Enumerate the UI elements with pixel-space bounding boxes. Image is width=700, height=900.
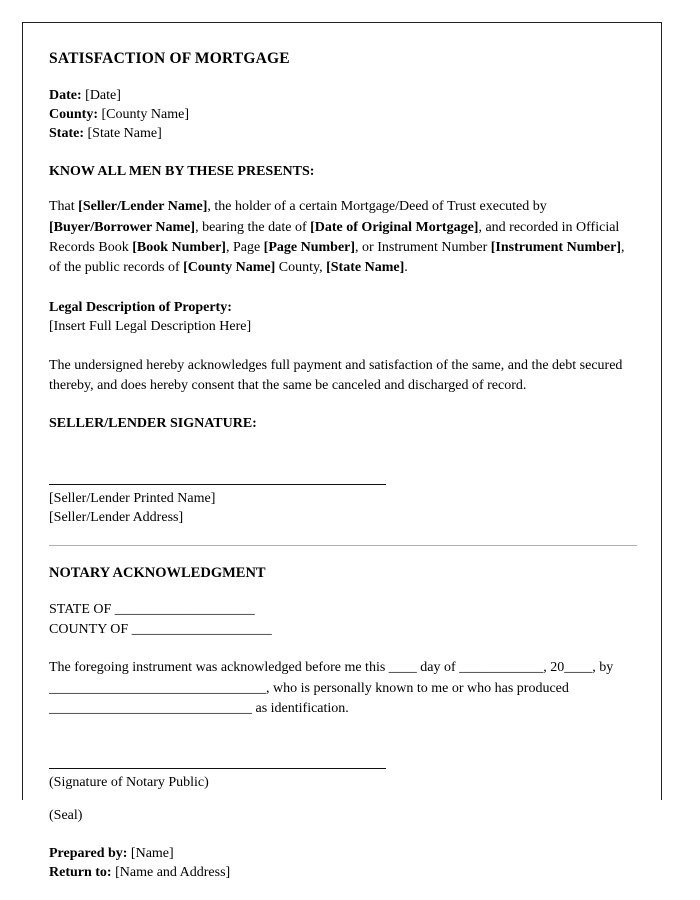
notary-ack-blank-month: ____________ [459, 660, 544, 676]
legal-description-value: [Insert Full Legal Description Here] [49, 319, 252, 335]
notary-ack-text-1: The foregoing instrument was acknowledged before me this [49, 660, 389, 676]
recital-text-5: , Page [225, 239, 264, 255]
notary-signature-caption: (Signature of Notary Public) [49, 775, 209, 791]
notary-seal-label: (Seal) [49, 808, 83, 824]
footer-block [49, 845, 637, 883]
header-field-county [49, 106, 637, 125]
header-fields [49, 87, 637, 143]
document-content [23, 23, 661, 883]
recital-paragraph [49, 197, 637, 278]
notary-ack-blank-day: ____ [388, 660, 417, 676]
notary-ack-text-5: , who is personally known to me or who has produced [266, 680, 569, 696]
notary-ack-blank-identification: _____________________________ [49, 700, 252, 716]
section-divider [49, 545, 637, 546]
notary-ack-blank-year: ____ [564, 660, 593, 676]
notary-acknowledgment-paragraph [49, 658, 637, 719]
recital-placeholder-county-name: [County Name] [183, 260, 276, 276]
notary-ack-text-6: as identification. [252, 700, 349, 716]
notary-county-label: COUNTY OF [49, 621, 132, 637]
notary-state-label: STATE OF [49, 602, 115, 618]
footer-return-to-label: Return to: [49, 864, 112, 880]
footer-return-to [49, 864, 637, 883]
header-field-state [49, 125, 637, 144]
header-field-state-label: State: [49, 125, 84, 141]
recital-text-8: County, [275, 260, 327, 276]
recital-text-2: , the holder of a certain Mortgage/Deed of Trust executed by [207, 199, 547, 215]
header-field-date-label: Date: [49, 88, 82, 104]
recital-placeholder-original-mortgage-date: [Date of Original Mortgage] [310, 219, 479, 235]
notary-county-line [49, 620, 637, 640]
notary-spacer [49, 639, 637, 658]
seller-signature-line [49, 484, 386, 485]
recital-placeholder-seller-lender-name: [Seller/Lender Name] [78, 199, 208, 215]
presents-heading: KNOW ALL MEN BY THESE PRESENTS: [49, 164, 315, 180]
seller-address: [Seller/Lender Address] [49, 509, 184, 525]
seal-spacer [49, 792, 637, 806]
recital-text-3: , bearing the date of [195, 219, 311, 235]
notary-heading: NOTARY ACKNOWLEDGMENT [49, 565, 266, 582]
header-field-date [49, 87, 637, 106]
recital-placeholder-state-name: [State Name] [326, 260, 405, 276]
notary-ack-text-3: , 20 [543, 660, 565, 676]
seller-signature-heading: SELLER/LENDER SIGNATURE: [49, 416, 257, 432]
seller-signature-space [49, 450, 637, 484]
notary-ack-text-4: , by [592, 660, 614, 676]
recital-placeholder-buyer-borrower-name: [Buyer/Borrower Name] [49, 219, 196, 235]
footer-prepared-by-value: [Name] [130, 846, 174, 861]
recital-text-7: , of the public records of [49, 239, 625, 276]
recital-placeholder-book-number: [Book Number] [132, 239, 226, 255]
notary-ack-blank-name: _______________________________ [49, 680, 266, 696]
header-field-county-label: County: [49, 106, 99, 122]
recital-placeholder-page-number: [Page Number] [263, 239, 356, 255]
notary-county-blank: ____________________ [131, 621, 272, 637]
notary-state-blank: ____________________ [114, 602, 255, 618]
header-field-date-value: [Date] [85, 88, 121, 104]
acknowledgment-paragraph: The undersigned hereby acknowledges full payment and satisfaction of the same, and the debt secured thereby, and does hereby consent that the same be canceled and discharged of record. [49, 357, 623, 394]
recital-text-1: That [49, 199, 79, 215]
seller-printed-name: [Seller/Lender Printed Name] [49, 490, 216, 506]
recital-text-4: , and recorded in Official Records Book [49, 219, 620, 255]
footer-return-to-value: [Name and Address] [115, 864, 231, 880]
footer-prepared-by-label: Prepared by: [49, 846, 128, 861]
recital-placeholder-instrument-number: [Instrument Number] [490, 239, 622, 255]
recital-text-6: , or Instrument Number [355, 239, 491, 255]
legal-description-heading: Legal Description of Property: [49, 299, 232, 315]
footer-prepared-by [49, 845, 637, 864]
notary-signature-line [49, 768, 386, 769]
recital-text-9: . [404, 260, 408, 276]
header-field-county-value: [County Name] [101, 106, 189, 122]
header-field-state-value: [State Name] [87, 125, 162, 141]
notary-state-line [49, 600, 637, 620]
notary-signature-space [49, 738, 637, 768]
notary-ack-text-2: day of [416, 660, 460, 676]
document-page [22, 22, 662, 880]
page-title: SATISFACTION OF MORTGAGE [49, 50, 290, 67]
